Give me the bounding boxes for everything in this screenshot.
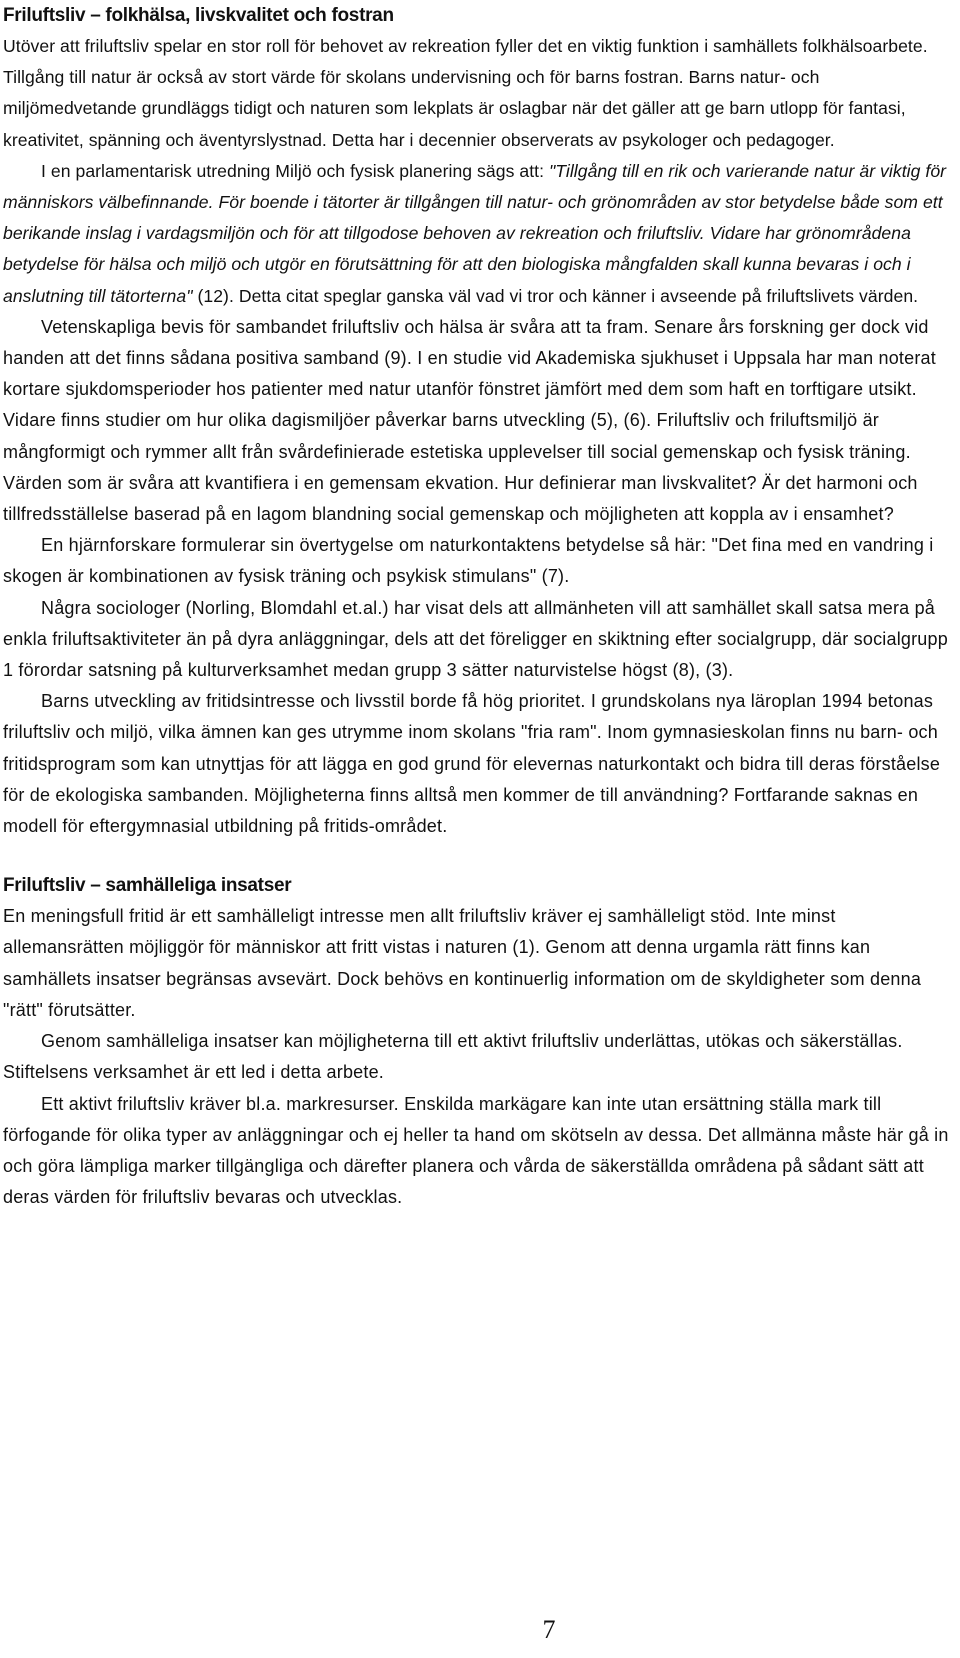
section-heading-samhalleliga-insatser: Friluftsliv – samhälleliga insatser — [3, 875, 292, 897]
paragraph: En hjärnforskare formulerar sin övertygelse om naturkontaktens betydelse så här: "Det fina med en vandring i skogen är kombinationen av fysisk träning och psykisk stimulans" (7). — [3, 535, 934, 587]
quote-text: "Tillgång till en rik och varierande natur är viktig för människors välbefinnande. För boende i tätorter är tillgången till natur- och grönområden av stor betydelse både som ett berikande inslag i vardagsmiljön och för att tillgodose behoven av rekreation och friluftsliv. Vidare har grönområdena betydelse för hälsa och miljö och utgör en förutsättning för att den biologiska mångfalden skall kunna bevaras i och i anslutning till tätorterna" — [3, 160, 947, 306]
page-number: 7 — [542, 1615, 556, 1644]
paragraph: Utöver att friluftsliv spelar en stor roll för behovet av rekreation fyller det en viktig funktion i samhällets folkhälsoarbete. Tillgång till natur är också av stort värde för skolans undervisning och för barns fostran. Barns natur- och miljömedvetande grundläggs tidigt och naturen som lekplats är oslagbar när det gäller att ge barn utlopp för fantasi, kreativitet, spänning och äventyrslystnad. Detta har i decennier observerats av psykologer och pedagoger. — [3, 36, 928, 150]
quote-reference: (12). Detta citat speglar ganska väl vad vi tror och känner i avseende på friluftslivets värden. — [192, 285, 919, 306]
paragraph-quote — [3, 156, 955, 312]
paragraph: Ett aktivt friluftsliv kräver bl.a. markresurser. Enskilda markägare kan inte utan ersättning ställa mark till förfogande för olika typer av anläggningar och ej heller ta hand om skötseln av dessa. Det allmänna måste här gå in och göra lämpliga marker tillgängliga och därefter planera och vårda de säkerställda områdena på sådant sätt att deras värden för friluftsliv bevaras och utvecklas. — [3, 1093, 949, 1208]
section-heading-folkhalsa: Friluftsliv – folkhälsa, livskvalitet och fostran — [3, 5, 394, 26]
paragraph: En meningsfull fritid är ett samhälleligt intresse men allt friluftsliv kräver ej samhälleligt stöd. Inte minst allemansrätten möjliggör för människor att fritt vistas i naturen (1). Genom att denna urgamla rätt finns kan samhällets insatser begränsas avsevärt. Dock behövs en kontinuerlig information om de skyldigheter som denna "rätt" förutsätter. — [3, 906, 922, 1020]
paragraph: Några sociologer (Norling, Blomdahl et.al.) har visat dels att allmänheten vill att samhället skall satsa mera på enkla friluftsaktiviteter än på dyra anläggningar, dels att det föreligger en skiktning efter socialgrupp, där socialgrupp 1 förordar satsning på kulturverksamhet medan grupp 3 sätter naturvistelse högst (8), (3). — [3, 597, 948, 681]
paragraph: Genom samhälleliga insatser kan möjligheterna till ett aktivt friluftsliv underlättas, utökas och säkerställas. Stiftelsens verksamhet är ett led i detta arbete. — [3, 1031, 903, 1083]
paragraph: Barns utveckling av fritidsintresse och livsstil borde få hög prioritet. I grundskolans nya läroplan 1994 betonas friluftsliv och miljö, vilka ämnen kan ges utrymme inom skolans "fria ram". Inom gymnasieskolan finns nu barn- och fritidsprogram som kan utnyttjas för att lägga en god grund för elevernas naturkontakt och bidra till deras förståelse för de ekologiska sambanden. Möjligheterna finns alltså men kommer de till användning? Fortfarande saknas en modell för eftergymnasial utbildning på fritids-området. — [3, 691, 941, 837]
paragraph: Vetenskapliga bevis för sambandet friluftsliv och hälsa är svåra att ta fram. Senare års forskning ger dock vid handen att det finns sådana positiva samband (9). I en studie vid Akademiska sjukhuset i Uppsala har man noterat kortare sjukdomsperioder hos patienter med natur utanför fönstret jämfört med dem som haft en torftigare utsikt. Vidare finns studier om hur olika dagismiljöer påverkar barns utveckling (5), (6). Friluftsliv och friluftsmiljö är mångformigt och rymmer allt från svårdefinierade estetiska upplevelser till social gemenskap och fysisk träning. Värden som är svåra att kvantifiera i en gemensam ekvation. Hur definierar man livskvalitet? Är det harmoni och tillfredsställelse baserad på en lagom blandning social gemenskap och möjligheten att koppla av i ensamhet? — [3, 316, 936, 525]
document-page — [3, 0, 955, 1213]
quote-intro: I en parlamentarisk utredning Miljö och fysisk planering sägs att: — [41, 160, 549, 181]
